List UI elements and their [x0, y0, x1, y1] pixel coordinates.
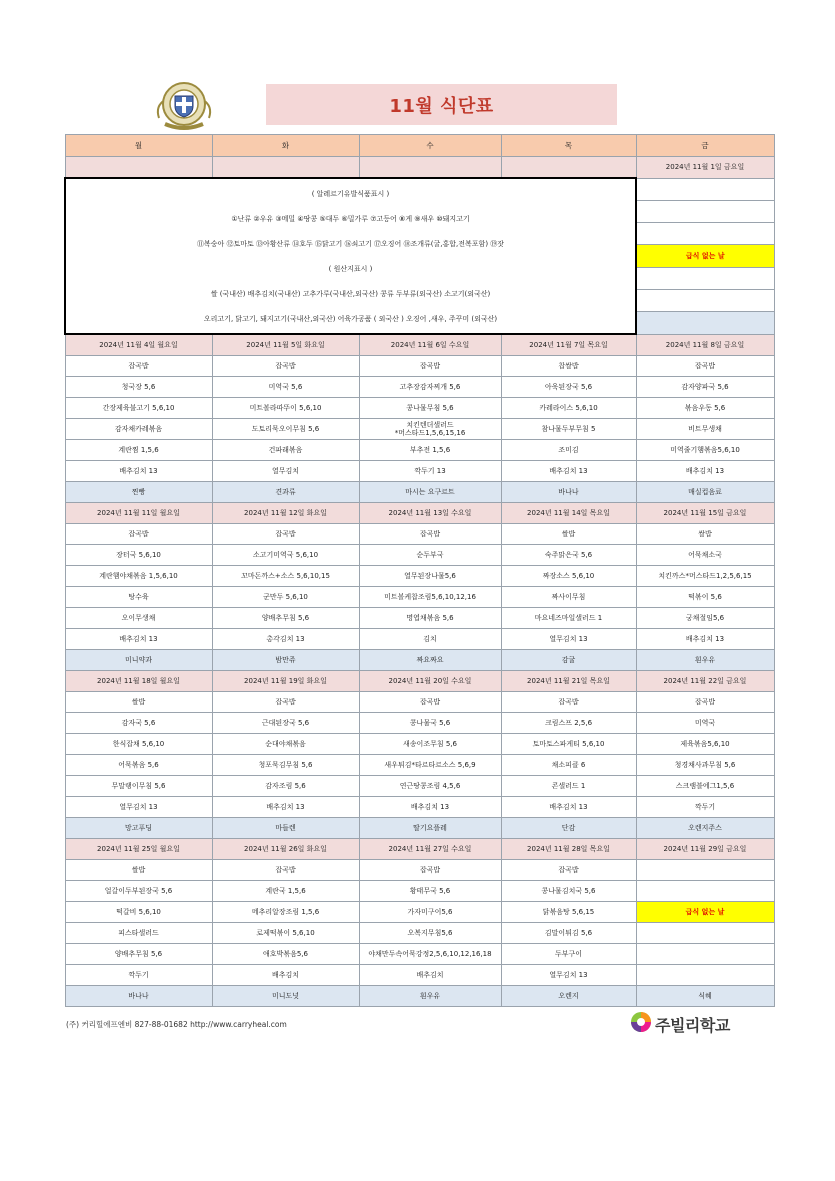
date-cell: 2024년 11월 27일 수요일: [359, 839, 501, 860]
date-cell: [359, 157, 501, 179]
menu-row: [65, 545, 774, 566]
menu-row: [65, 881, 774, 902]
menu-cell: 크림스프 2,5,6: [501, 713, 636, 734]
snack-cell: 감귤: [501, 650, 636, 671]
menu-cell: 잡곡밥: [212, 692, 359, 713]
menu-row: [65, 461, 774, 482]
header-tue: 화: [212, 135, 359, 157]
origin-title: ( 원산지표시 ): [328, 264, 373, 273]
date-cell: 2024년 11월 14일 목요일: [501, 503, 636, 524]
menu-cell: 배추김치 13: [501, 461, 636, 482]
snack-cell: 마들렌: [212, 818, 359, 839]
header-mon: 월: [65, 135, 212, 157]
menu-cell: 떡갈비 5,6,10: [65, 902, 212, 923]
menu-row: [65, 692, 774, 713]
snack-row: [65, 986, 774, 1007]
menu-cell: 미역국: [636, 713, 774, 734]
menu-cell: 황태무국 5,6: [359, 881, 501, 902]
date-cell: [65, 157, 212, 179]
title-banner: [266, 84, 617, 125]
menu-cell: 잡곡밥: [212, 860, 359, 881]
menu-cell: 떡볶이 5,6: [636, 587, 774, 608]
menu-row: [65, 965, 774, 986]
menu-cell: 간장제육불고기 5,6,10: [65, 398, 212, 419]
date-cell: 2024년 11월 28일 목요일: [501, 839, 636, 860]
menu-cell: 도토리묵오이무침 5,6: [212, 419, 359, 440]
menu-cell: 군만두 5,6,10: [212, 587, 359, 608]
snack-cell: 매실컵음료: [636, 482, 774, 503]
snack-cell: 마시는 요구르트: [359, 482, 501, 503]
header-thu: 목: [501, 135, 636, 157]
snack-cell: 바나나: [501, 482, 636, 503]
date-cell: 2024년 11월 21일 목요일: [501, 671, 636, 692]
menu-cell: 잡곡밥: [636, 692, 774, 713]
school-logo: [630, 1011, 730, 1037]
menu-cell: 두부구이: [501, 944, 636, 965]
menu-cell: 오복지무침5,6: [359, 923, 501, 944]
date-cell: 2024년 11월 15일 금요일: [636, 503, 774, 524]
date-row: [65, 334, 774, 356]
snack-row: [65, 650, 774, 671]
menu-table-body: [65, 135, 774, 1007]
menu-cell: 감자양파국 5,6: [636, 377, 774, 398]
menu-cell: 김말이튀김 5,6: [501, 923, 636, 944]
crest-logo-icon: [151, 80, 217, 132]
menu-row: [65, 944, 774, 965]
menu-cell: 찹쌀밥: [501, 356, 636, 377]
menu-cell: 건파래볶음: [212, 440, 359, 461]
menu-row: [65, 356, 774, 377]
menu-cell: [636, 923, 774, 944]
menu-cell: [636, 223, 774, 245]
origin-list-1: 쌀 (국내산) 배추김치(국내산) 고추가루(국내산,외국산) 콩류 두부류(외국산) 소고기(외국산): [210, 289, 491, 298]
menu-cell: 깍두기 13: [359, 461, 501, 482]
menu-row: [65, 524, 774, 545]
menu-row: [65, 713, 774, 734]
snack-cell: 흰우유: [359, 986, 501, 1007]
no-lunch-cell: 급식 없는 날: [636, 245, 774, 267]
snack-cell: 오렌지주스: [636, 818, 774, 839]
menu-row: [65, 755, 774, 776]
date-row: [65, 671, 774, 692]
menu-cell: 잡곡밥: [212, 356, 359, 377]
menu-cell: 토마토스파게티 5,6,10: [501, 734, 636, 755]
menu-cell: 미역국 5,6: [212, 377, 359, 398]
menu-cell: 한식잡채 5,6,10: [65, 734, 212, 755]
snack-cell: 딸기요플레: [359, 818, 501, 839]
menu-cell: 쌀밥: [636, 524, 774, 545]
allergy-title: ( 알레르기유발식품표시 ): [311, 189, 390, 198]
menu-cell: 채소피클 6: [501, 755, 636, 776]
menu-cell: 잡곡밥: [359, 524, 501, 545]
menu-cell: 배추김치 13: [65, 461, 212, 482]
snack-cell: 견과류: [212, 482, 359, 503]
menu-cell: 제육볶음5,6,10: [636, 734, 774, 755]
menu-cell: 치킨까스*머스타드1,2,5,6,15: [636, 566, 774, 587]
menu-cell: 양배추무침 5,6: [212, 608, 359, 629]
date-cell: 2024년 11월 22일 금요일: [636, 671, 774, 692]
date-cell: 2024년 11월 4일 월요일: [65, 334, 212, 356]
menu-cell: 잡곡밥: [501, 860, 636, 881]
menu-cell: 배추김치 13: [65, 629, 212, 650]
menu-cell: [636, 860, 774, 881]
menu-row: [65, 398, 774, 419]
menu-cell: 조미김: [501, 440, 636, 461]
snack-cell: 망고푸딩: [65, 818, 212, 839]
menu-cell: 배추김치 13: [212, 797, 359, 818]
menu-cell: 미트볼라따뚜이 5,6,10: [212, 398, 359, 419]
menu-cell: 감자국 5,6: [65, 713, 212, 734]
date-row: [65, 157, 774, 179]
menu-cell: 고추장감자찌개 5,6: [359, 377, 501, 398]
menu-row: [65, 419, 774, 440]
menu-cell: 무말랭이무침 5,6: [65, 776, 212, 797]
menu-cell: 청국장 5,6: [65, 377, 212, 398]
menu-cell: 순대야채볶음: [212, 734, 359, 755]
date-cell: 2024년 11월 18일 월요일: [65, 671, 212, 692]
date-cell: 2024년 11월 13일 수요일: [359, 503, 501, 524]
menu-cell: 마요네즈마일샐러드 1: [501, 608, 636, 629]
menu-cell: 콩나물김치국 5,6: [501, 881, 636, 902]
menu-cell: 계란국 1,5,6: [212, 881, 359, 902]
menu-cell: 배추김치: [212, 965, 359, 986]
menu-row: [65, 566, 774, 587]
date-cell: 2024년 11월 8일 금요일: [636, 334, 774, 356]
menu-cell: 야채만두속어묵강정2,5,6,10,12,16,18: [359, 944, 501, 965]
date-cell: 2024년 11월 6일 수요일: [359, 334, 501, 356]
snack-cell: 바나나: [65, 986, 212, 1007]
menu-cell: 콩나물국 5,6: [359, 713, 501, 734]
menu-cell: 비트무생채: [636, 419, 774, 440]
date-cell: 2024년 11월 25일 월요일: [65, 839, 212, 860]
menu-cell: 장터국 5,6,10: [65, 545, 212, 566]
menu-cell: [636, 965, 774, 986]
menu-cell: 궁채절임5,6: [636, 608, 774, 629]
menu-cell: 배추김치 13: [636, 461, 774, 482]
menu-cell: 소고기미역국 5,6,10: [212, 545, 359, 566]
menu-cell: 짜사이무침: [501, 587, 636, 608]
menu-cell: 명엽채볶음 5,6: [359, 608, 501, 629]
snack-row: [65, 482, 774, 503]
menu-cell: [636, 200, 774, 222]
menu-cell: 열무김치 13: [65, 797, 212, 818]
menu-cell: 쌀밥: [65, 860, 212, 881]
date-cell: 2024년 11월 7일 목요일: [501, 334, 636, 356]
snack-row: [65, 818, 774, 839]
menu-cell: 카레라이스 5,6,10: [501, 398, 636, 419]
snack-cell: 식혜: [636, 986, 774, 1007]
date-row: [65, 839, 774, 860]
date-row: [65, 503, 774, 524]
date-cell: 2024년 11월 5일 화요일: [212, 334, 359, 356]
date-cell: 2024년 11월 29일 금요일: [636, 839, 774, 860]
menu-cell: 가자미구이5,6: [359, 902, 501, 923]
menu-cell: 콩나물무침 5,6: [359, 398, 501, 419]
menu-cell: 잡곡밥: [359, 356, 501, 377]
date-cell: 2024년 11월 26일 화요일: [212, 839, 359, 860]
menu-cell: 잡곡밥: [501, 692, 636, 713]
menu-cell: 잡곡밥: [359, 860, 501, 881]
date-cell: 2024년 11월 20일 수요일: [359, 671, 501, 692]
menu-cell: 피스타샐러드: [65, 923, 212, 944]
snack-cell: 밤만쥬: [212, 650, 359, 671]
date-cell: [501, 157, 636, 179]
menu-cell: 잡곡밥: [65, 524, 212, 545]
menu-row: [65, 860, 774, 881]
page-title: 11월 식단표: [389, 95, 494, 117]
menu-cell: 아욱된장국 5,6: [501, 377, 636, 398]
snack-cell: 짜요짜요: [359, 650, 501, 671]
menu-cell: 숙주맑은국 5,6: [501, 545, 636, 566]
menu-cell: 어묵볶음 5,6: [65, 755, 212, 776]
menu-cell: 근대된장국 5,6: [212, 713, 359, 734]
snack-cell: 흰우유: [636, 650, 774, 671]
date-cell: 2024년 11월 12일 화요일: [212, 503, 359, 524]
menu-cell: 잡곡밥: [65, 356, 212, 377]
menu-cell: 콘샐러드 1: [501, 776, 636, 797]
menu-cell: 배추김치: [359, 965, 501, 986]
menu-row: [65, 377, 774, 398]
origin-list-2: 오리고기, 닭고기, 돼지고기(국내산,외국산) 어육가공품 ( 외국산 ) 오징어 ,새우, 주꾸미 (외국산): [203, 314, 498, 323]
menu-cell: 닭볶음탕 5,6,15: [501, 902, 636, 923]
menu-cell: [636, 944, 774, 965]
menu-row: [65, 587, 774, 608]
menu-cell: 치킨텐더샐러드 *머스타드1,5,6,15,16: [359, 419, 501, 440]
menu-cell: 애호박볶음5,6: [212, 944, 359, 965]
menu-cell: 새송이조무침 5,6: [359, 734, 501, 755]
menu-cell: 배추김치 13: [636, 629, 774, 650]
menu-cell: 스크램블에그1,5,6: [636, 776, 774, 797]
school-name: 주빌리학교: [655, 1015, 730, 1035]
menu-cell: 로제떡볶이 5,6,10: [212, 923, 359, 944]
menu-cell: 청경채사과무침 5,6: [636, 755, 774, 776]
menu-cell: [636, 267, 774, 289]
menu-cell: 감자채카레볶음: [65, 419, 212, 440]
menu-cell: 배추김치 13: [501, 797, 636, 818]
allergy-list-2: ⑪복숭아 ⑫토마토 ⑬아황산류 ⑭호두 ⑮닭고기 ⑯쇠고기 ⑰오징어 ⑱조개류(굴,홍합,전복포함) ⑲잣: [196, 239, 505, 248]
snack-cell: 찐빵: [65, 482, 212, 503]
menu-cell: 미트볼케찹조림5,6,10,12,16: [359, 587, 501, 608]
weekday-header-row: [65, 135, 774, 157]
menu-cell: 청포묵김무침 5,6: [212, 755, 359, 776]
menu-cell: 탕수육: [65, 587, 212, 608]
menu-cell: 깍두기: [65, 965, 212, 986]
menu-cell: 감자조림 5,6: [212, 776, 359, 797]
menu-cell: 양배추무침 5,6: [65, 944, 212, 965]
snack-cell: 미니도넛: [212, 986, 359, 1007]
menu-cell: 순두부국: [359, 545, 501, 566]
menu-cell: 열무김치 13: [501, 965, 636, 986]
menu-row: [65, 178, 774, 200]
menu-cell: 계란찜 1,5,6: [65, 440, 212, 461]
menu-cell: 김치: [359, 629, 501, 650]
menu-cell: 열무김치: [212, 461, 359, 482]
menu-cell: 쌀밥: [65, 692, 212, 713]
menu-cell: 배추김치 13: [359, 797, 501, 818]
snack-cell: 단감: [501, 818, 636, 839]
snack-cell: 오렌지: [501, 986, 636, 1007]
header-fri: 금: [636, 135, 774, 157]
menu-cell: [636, 289, 774, 311]
company-info: (주) 커리힐에프엔비 827-88-01682 http://www.carryheal.com: [66, 1020, 287, 1029]
menu-cell: 미역줄기햄볶음5,6,10: [636, 440, 774, 461]
menu-cell: 얼갈이두부된장국 5,6: [65, 881, 212, 902]
menu-row: [65, 629, 774, 650]
menu-cell: 어묵채소국: [636, 545, 774, 566]
menu-cell: 꼬마돈까스+소스 5,6,10,15: [212, 566, 359, 587]
menu-cell: 부추전 1,5,6: [359, 440, 501, 461]
menu-cell: 계란햄야채볶음 1,5,6,10: [65, 566, 212, 587]
menu-cell: 볶음우동 5,6: [636, 398, 774, 419]
menu-cell: 연근땅콩조림 4,5,6: [359, 776, 501, 797]
date-cell: [212, 157, 359, 179]
menu-cell: 총각김치 13: [212, 629, 359, 650]
menu-cell: 잡곡밥: [212, 524, 359, 545]
allergy-list-1: ①난류 ②우유 ③메밀 ④땅콩 ⑤대두 ⑥밀가루 ⑦고등어 ⑧게 ⑨새우 ⑩돼지고기: [231, 214, 470, 223]
menu-row: [65, 734, 774, 755]
date-cell: 2024년 11월 1일 금요일: [636, 157, 774, 179]
menu-row: [65, 608, 774, 629]
date-cell: 2024년 11월 11일 월요일: [65, 503, 212, 524]
menu-cell: 깍두기: [636, 797, 774, 818]
menu-cell: 새우튀김*타르타르소스 5,6,9: [359, 755, 501, 776]
menu-row: [65, 776, 774, 797]
menu-row: [65, 923, 774, 944]
menu-cell: [636, 881, 774, 902]
notice-box: [65, 178, 636, 334]
menu-cell: 참나물두부무침 5: [501, 419, 636, 440]
menu-cell: 메추리알장조림 1,5,6: [212, 902, 359, 923]
snack-cell: [636, 312, 774, 334]
menu-cell: 열무된장나물5,6: [359, 566, 501, 587]
menu-table: [64, 134, 775, 1007]
header-wed: 수: [359, 135, 501, 157]
menu-cell: 열무김치 13: [501, 629, 636, 650]
menu-row: [65, 797, 774, 818]
menu-cell: 짜장소스 5,6,10: [501, 566, 636, 587]
no-lunch-cell: 급식 없는 날: [636, 902, 774, 923]
school-logo-icon: [630, 1011, 652, 1037]
menu-cell: 잡곡밥: [359, 692, 501, 713]
menu-cell: [636, 178, 774, 200]
menu-row: [65, 902, 774, 923]
menu-cell: 쌀밥: [501, 524, 636, 545]
date-cell: 2024년 11월 19일 화요일: [212, 671, 359, 692]
menu-cell: 잡곡밥: [636, 356, 774, 377]
menu-row: [65, 440, 774, 461]
menu-cell: 오이무생채: [65, 608, 212, 629]
snack-cell: 미니약과: [65, 650, 212, 671]
